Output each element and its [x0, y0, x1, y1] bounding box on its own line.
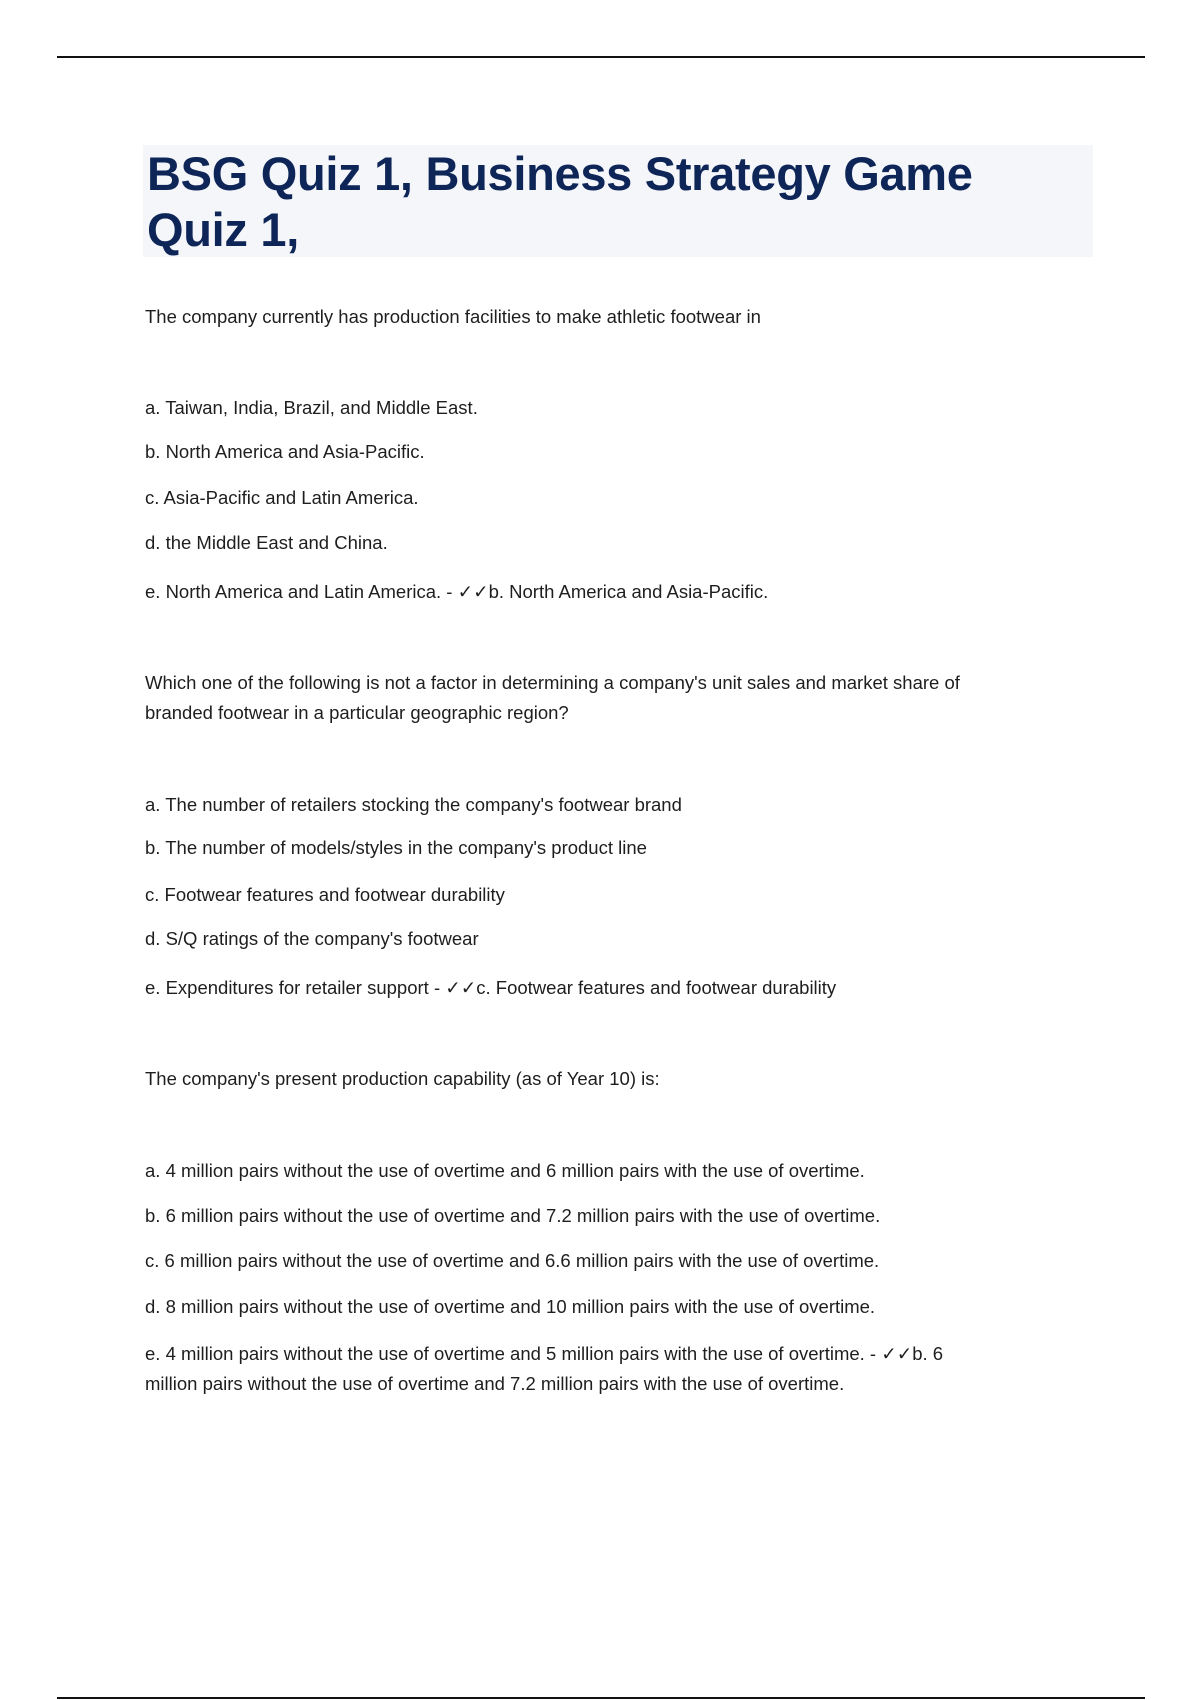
question-3-option-a: a. 4 million pairs without the use of overtime and 6 million pairs with the use of overtime. — [145, 1160, 865, 1181]
question-3-option-e-answer: e. 4 million pairs without the use of overtime and 5 million pairs with the use of overtime. - ✓✓b. 6 — [145, 1343, 944, 1364]
bottom-rule — [57, 1697, 1145, 1699]
question-1-option-b: b. North America and Asia-Pacific. — [145, 441, 425, 462]
question-2-text-line2: branded footwear in a particular geographic region? — [145, 702, 569, 723]
page-title: BSG Quiz 1, Business Strategy Game Quiz 1, — [147, 147, 973, 256]
question-1-option-a: a. Taiwan, India, Brazil, and Middle East. — [145, 397, 478, 418]
question-2-option-d: d. S/Q ratings of the company's footwear — [145, 928, 479, 949]
question-2-option-a: a. The number of retailers stocking the company's footwear brand — [145, 794, 682, 815]
question-3-answer-continued: million pairs without the use of overtime and 7.2 million pairs with the use of overtime. — [145, 1373, 845, 1394]
question-3-text: The company's present production capability (as of Year 10) is: — [145, 1068, 660, 1089]
question-3-option-c: c. 6 million pairs without the use of overtime and 6.6 million pairs with the use of overtime. — [145, 1250, 880, 1271]
question-2-text-line1: Which one of the following is not a factor in determining a company's unit sales and market share of — [145, 672, 960, 693]
question-2-option-e-answer: e. Expenditures for retailer support - ✓✓c. Footwear features and footwear durability — [145, 977, 837, 998]
question-1-option-d: d. the Middle East and China. — [145, 532, 388, 553]
question-3-option-d: d. 8 million pairs without the use of overtime and 10 million pairs with the use of overtime. — [145, 1296, 876, 1317]
question-2-option-b: b. The number of models/styles in the company's product line — [145, 837, 647, 858]
question-2-option-c: c. Footwear features and footwear durability — [145, 884, 505, 905]
question-1-text: The company currently has production facilities to make athletic footwear in — [145, 306, 761, 327]
question-1-option-e-answer: e. North America and Latin America. - ✓✓b. North America and Asia-Pacific. — [145, 581, 769, 602]
top-rule — [57, 56, 1145, 58]
question-3-option-b: b. 6 million pairs without the use of overtime and 7.2 million pairs with the use of overtime. — [145, 1205, 881, 1226]
question-1-option-c: c. Asia-Pacific and Latin America. — [145, 487, 419, 508]
